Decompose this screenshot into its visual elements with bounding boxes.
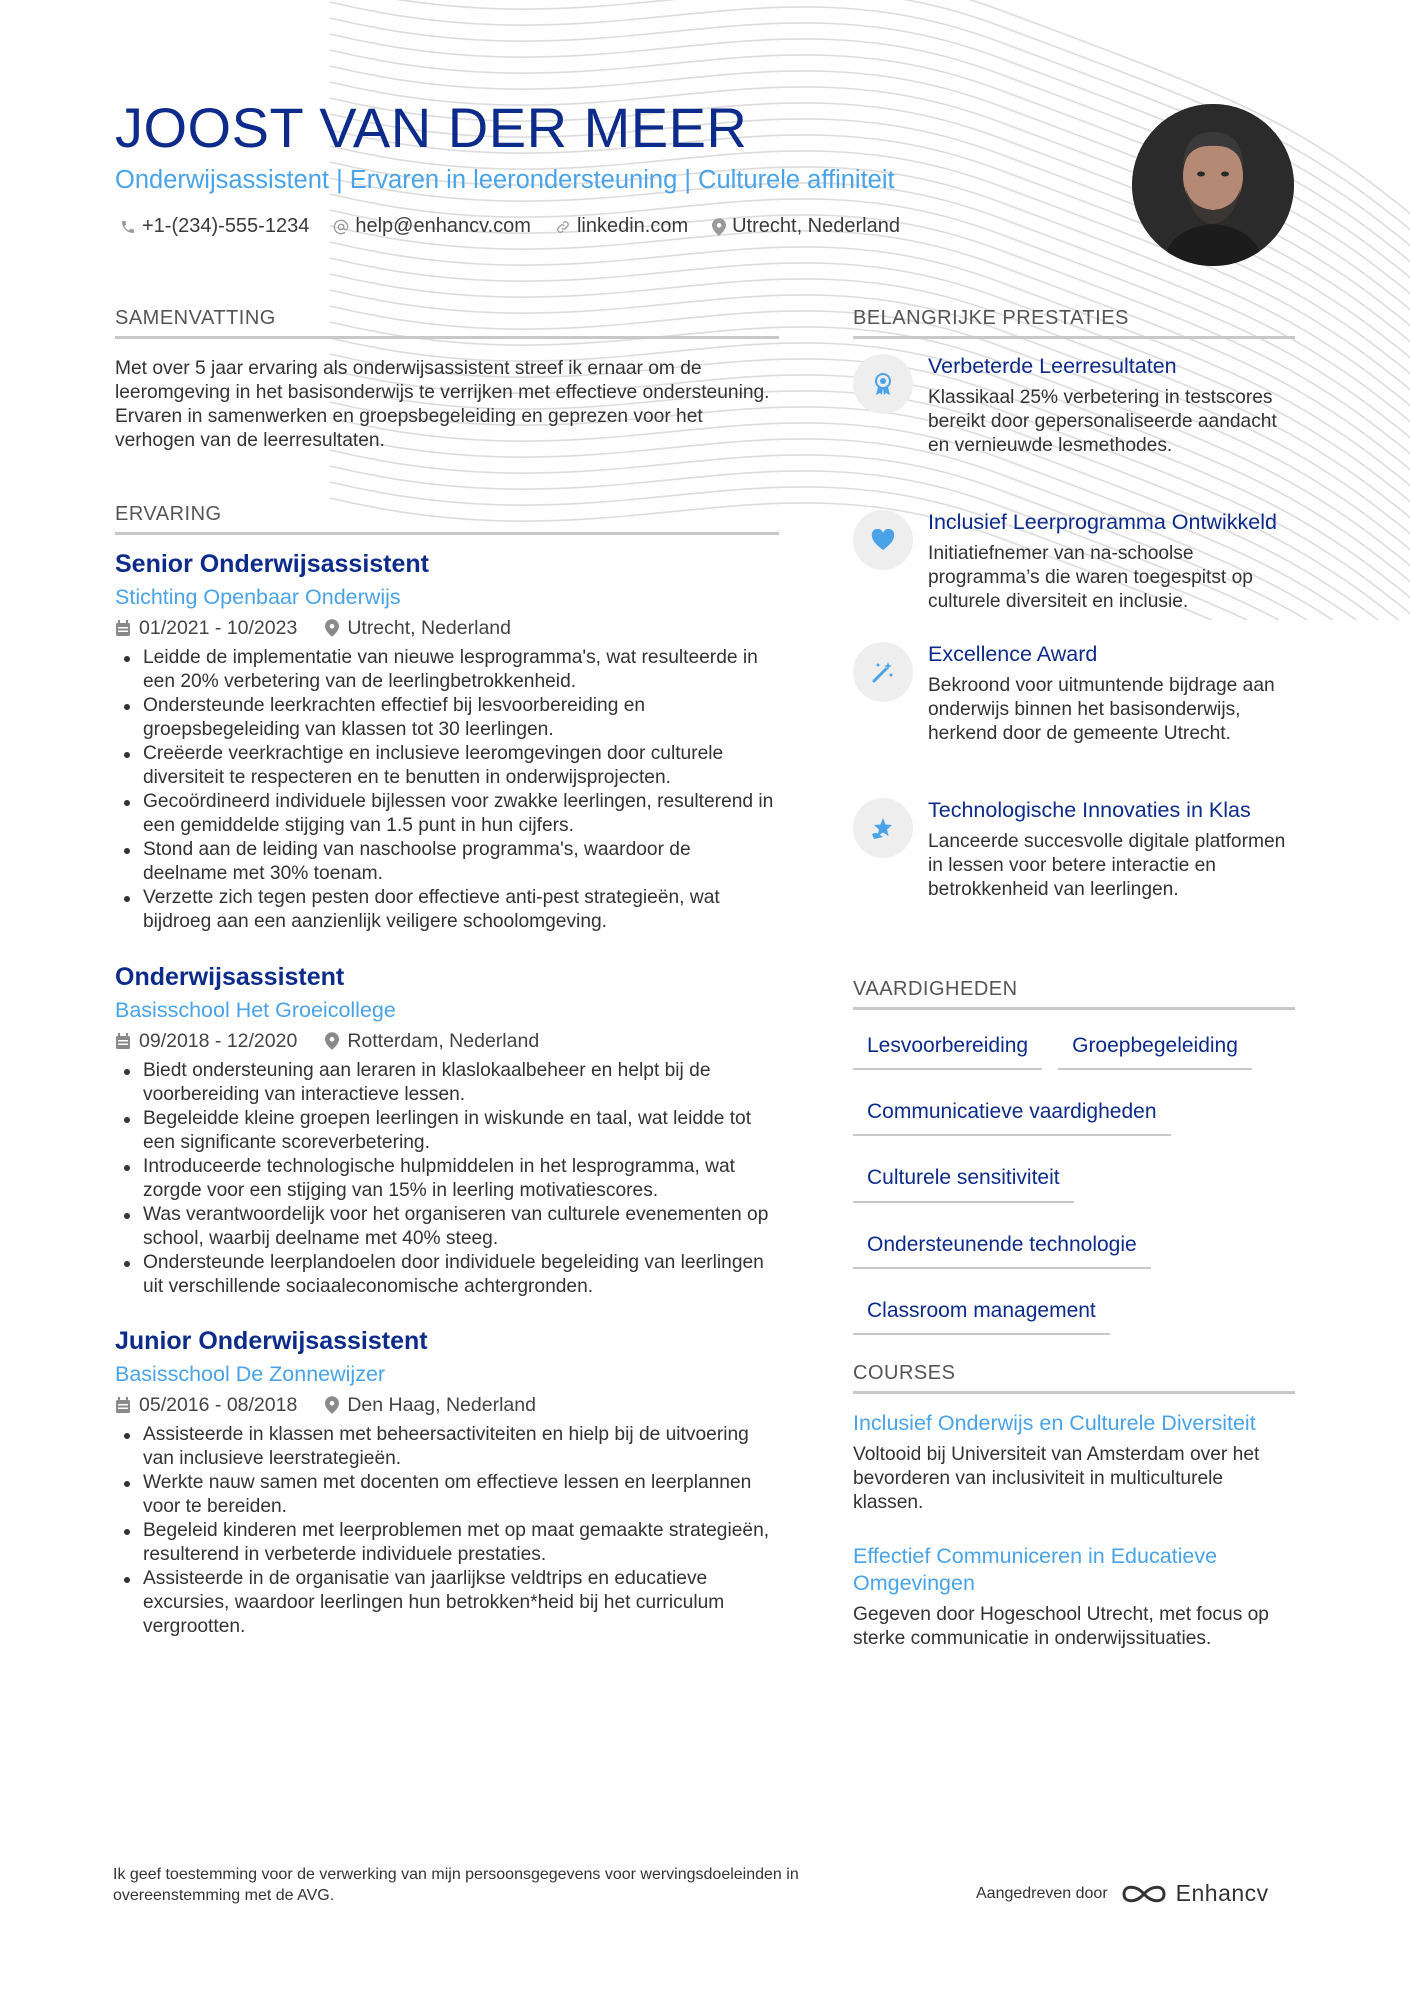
skill-tag: Communicatieve vaardigheden: [853, 1091, 1171, 1136]
contact-location-text: Utrecht, Nederland: [732, 215, 900, 237]
job-dates: 09/2018 - 12/2020: [139, 1029, 298, 1052]
summary-section: [115, 357, 779, 453]
job-dates: 01/2021 - 10/2023: [139, 616, 298, 639]
award-ribbon-icon: [872, 372, 894, 396]
job-location: Rotterdam, Nederland: [347, 1029, 540, 1052]
job-dates: 05/2016 - 08/2018: [139, 1393, 298, 1416]
job-bullet: Ondersteunde leerplandoelen door individuele begeleiding van leerlingen uit verschillende sociaaleconomische achtergronden.: [115, 1251, 779, 1299]
job-bullet: Stond aan de leiding van naschoolse programma's, waardoor de deelname met 30% toenam.: [115, 838, 779, 886]
job-bullet: Assisteerde in klassen met beheersactiviteiten en hielp bij de uitvoering van inclusieve leerstrategieën.: [115, 1423, 779, 1471]
job-meta: [115, 1394, 779, 1417]
achievement-title: Technologische Innovaties in Klas: [928, 798, 1251, 822]
skill-tag: Groepbegeleiding: [1058, 1025, 1252, 1070]
location-pin-icon: [325, 1396, 339, 1414]
job-entry: [115, 549, 779, 934]
job-bullet: Assisteerde in de organisatie van jaarlijkse veldtrips en educatieve excursies, waardoor leerlingen hun betrokken*heid bij het curriculum vergrootten.: [115, 1567, 779, 1639]
enhancv-brand-name: Enhancv: [1175, 1880, 1269, 1906]
location-pin-icon: [325, 1032, 339, 1050]
job-bullet: Gecoördineerd individuele bijlessen voor zwakke leerlingen, resulterend in een gemiddelde stijging van 1.5 punt in hun cijfers.: [115, 790, 779, 838]
job-bullet: Was verantwoordelijk voor het organiseren van culturele evenementen op school, waarbij deelname met 40% steeg.: [115, 1203, 779, 1251]
gdpr-consent-text: Ik geef toestemming voor de verwerking van mijn persoonsgegevens voor wervingsdoeleinden in overeenstemming met de AVG.: [113, 1866, 799, 1904]
job-entry: [115, 962, 779, 1299]
achievement-title: Excellence Award: [928, 642, 1098, 666]
section-title-experience: ERVARING: [115, 503, 779, 535]
contact-email[interactable]: [333, 215, 531, 238]
job-title: Junior Onderwijsassistent: [115, 1327, 428, 1355]
achievement-title: Inclusief Leerprogramma Ontwikkeld: [928, 510, 1277, 534]
enhancv-logo-icon: [1120, 1881, 1168, 1907]
achievement-icon-circle: [853, 510, 913, 570]
contact-email-text: help@enhancv.com: [355, 215, 531, 237]
course-desc: Voltooid bij Universiteit van Amsterdam over het bevorderen van inclusiviteit in multiculturele klassen.: [853, 1444, 1260, 1513]
summary-text: Met over 5 jaar ervaring als onderwijsassistent streef ik ernaar om de leeromgeving in het basisonderwijs te verrijken met effectieve ondersteuning. Ervaren in samenwerken en groepsbegeleiding en geprezen voor het verhogen van de leerresultaten.: [115, 358, 770, 451]
job-bullet: Werkte nauw samen met docenten om effectieve lessen en leerplannen voor te bereiden.: [115, 1471, 779, 1519]
achievement-title: Verbeterde Leerresultaten: [928, 354, 1177, 378]
job-title: Senior Onderwijsassistent: [115, 550, 429, 578]
contact-phone-text: +1-(234)-555-1234: [142, 215, 310, 237]
contact-bar: [120, 215, 924, 238]
section-title-achievements: BELANGRIJKE PRESTATIES: [853, 307, 1295, 339]
achievement-desc: Initiatiefnemer van na-schoolse programma’s die waren toegespitst op culturele diversiteit en inclusie.: [928, 543, 1253, 612]
magic-wand-icon: [871, 660, 895, 684]
job-entry: [115, 1326, 779, 1639]
section-title-courses: COURSES: [853, 1362, 1295, 1394]
calendar-icon: [115, 620, 131, 637]
section-title-skills: VAARDIGHEDEN: [853, 978, 1295, 1010]
phone-icon: [120, 219, 136, 235]
achievement-desc: Klassikaal 25% verbetering in testscores bereikt door gepersonaliseerde aandacht en vernieuwde lesmethodes.: [928, 387, 1277, 456]
job-bullets: [115, 646, 779, 934]
at-icon: [333, 219, 349, 235]
job-title: Onderwijsassistent: [115, 963, 345, 991]
job-location: Den Haag, Nederland: [347, 1393, 536, 1416]
job-bullet: Introduceerde technologische hulpmiddelen in het lesprogramma, wat zorgde voor een stijging van 15% in leerling motivatiescores.: [115, 1155, 779, 1203]
job-company: Basisschool De Zonnewijzer: [115, 1362, 386, 1386]
course-item: [853, 1410, 1295, 1515]
course-title: Inclusief Onderwijs en Culturele Diversiteit: [853, 1411, 1256, 1435]
powered-by[interactable]: [976, 1880, 1269, 1907]
job-bullet: Leidde de implementatie van nieuwe lesprogramma's, wat resulteerde in een 20% verbetering van de leerlingbetrokkenheid.: [115, 646, 779, 694]
powered-by-label: Aangedreven door: [976, 1884, 1108, 1902]
job-company: Stichting Openbaar Onderwijs: [115, 585, 401, 609]
contact-location: [712, 215, 900, 238]
calendar-icon: [115, 1033, 131, 1050]
skill-tag: Culturele sensitiviteit: [853, 1157, 1074, 1202]
achievement-desc: Bekroond voor uitmuntende bijdrage aan onderwijs binnen het basisonderwijs, herkend door de gemeente Utrecht.: [928, 675, 1275, 744]
job-bullets: [115, 1059, 779, 1299]
location-pin-icon: [712, 218, 726, 236]
job-bullets: [115, 1423, 779, 1639]
achievement-icon-circle: [853, 798, 913, 858]
skill-tag: Ondersteunende technologie: [853, 1224, 1151, 1269]
job-bullet: Begeleid kinderen met leerproblemen met op maat gemaakte strategieën, resulterend in verbeterde individuele prestaties.: [115, 1519, 779, 1567]
contact-phone[interactable]: [120, 215, 309, 238]
job-bullet: Ondersteunde leerkrachten effectief bij lesvoorbereiding en groepsbegeleiding van klassen tot 30 leerlingen.: [115, 694, 779, 742]
course-item: [853, 1543, 1295, 1651]
link-icon: [555, 219, 571, 235]
contact-linkedin[interactable]: [555, 215, 688, 238]
job-bullet: Verzette zich tegen pesten door effectieve anti-pest strategieën, wat bijdroeg aan een aanzienlijk veiligere schoolomgeving.: [115, 886, 779, 934]
job-meta: [115, 1030, 779, 1053]
section-title-summary: SAMENVATTING: [115, 307, 779, 339]
skills-list: [853, 1025, 1303, 1356]
star-hand-icon: [870, 816, 896, 840]
profile-photo: [1132, 104, 1294, 266]
location-pin-icon: [325, 619, 339, 637]
course-desc: Gegeven door Hogeschool Utrecht, met focus op sterke communicatie in onderwijssituaties.: [853, 1604, 1269, 1649]
candidate-tagline: Onderwijsassistent | Ervaren in leerondersteuning | Culturele affiniteit: [115, 166, 895, 194]
job-bullet: Creëerde veerkrachtige en inclusieve leeromgevingen door culturele diversiteit te respecteren en te benutten in onderwijsprojecten.: [115, 742, 779, 790]
skill-tag: Classroom management: [853, 1290, 1110, 1335]
skill-tag: Lesvoorbereiding: [853, 1025, 1042, 1070]
job-bullet: Begeleidde kleine groepen leerlingen in wiskunde en taal, wat leidde tot een significante scoreverbetering.: [115, 1107, 779, 1155]
job-location: Utrecht, Nederland: [347, 616, 511, 639]
achievement-icon-circle: [853, 354, 913, 414]
achievement-desc: Lanceerde succesvolle digitale platformen in lessen voor betere interactie en betrokkenheid van leerlingen.: [928, 831, 1286, 900]
contact-linkedin-text: linkedin.com: [576, 215, 689, 237]
job-company: Basisschool Het Groeicollege: [115, 998, 396, 1022]
calendar-icon: [115, 1397, 131, 1414]
candidate-name: JOOST VAN DER MEER: [115, 96, 748, 159]
job-bullet: Biedt ondersteuning aan leraren in klaslokaalbeheer en helpt bij de voorbereiding van interactieve lessen.: [115, 1059, 779, 1107]
job-meta: [115, 617, 779, 640]
heart-icon: [871, 529, 895, 551]
course-title: Effectief Communiceren in Educatieve Omgevingen: [853, 1544, 1218, 1595]
achievement-icon-circle: [853, 642, 913, 702]
